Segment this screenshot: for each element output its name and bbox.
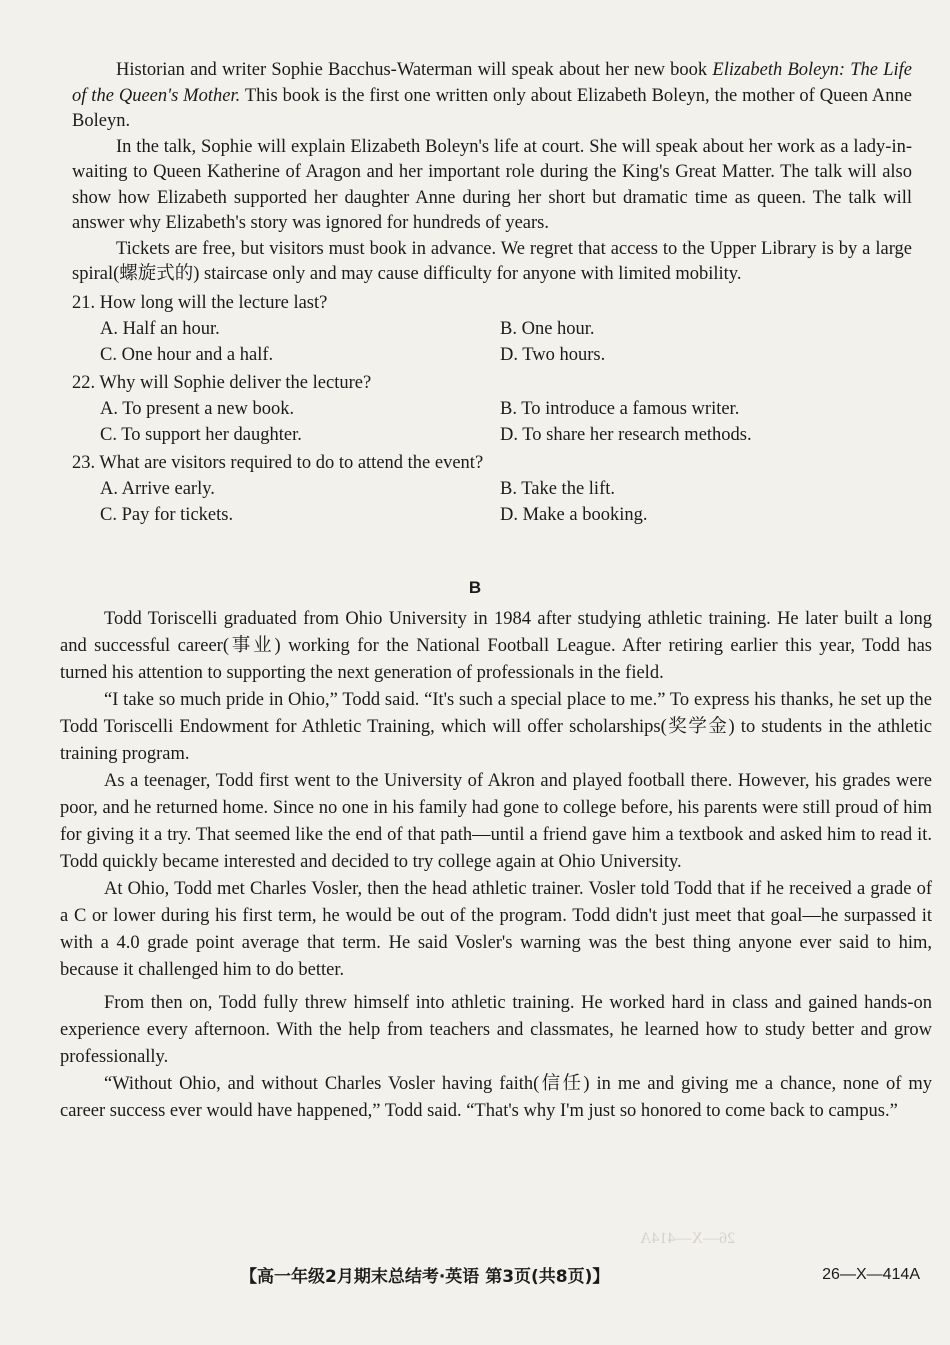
option-a: A. To present a new book. <box>100 398 295 419</box>
passage-a-paragraph-2: In the talk, Sophie will explain Elizabeth Boleyn's life at court. She will speak about her work as a lady-in-waiting to Queen Katherine of Aragon and her important role during the King's Great Matter. The talk will also show how Elizabeth supported her daughter Anne during her short but dramatic time as queen. The talk will answer why Elizabeth's story was ignored for hundreds of years. <box>72 136 912 233</box>
footer-exam-title: 【高一年级2月期末总结考·英语 第3页(共8页)】 <box>240 1267 610 1287</box>
option-c: C. One hour and a half. <box>100 344 274 365</box>
passage-b-paragraph-2: “I take so much pride in Ohio,” Todd said. “It's such a special place to me.” To express his thanks, he set up the Todd Toriscelli Endowment for Athletic Training, which will offer scholarships(奖学金) to students in the athletic training program. <box>60 690 932 764</box>
passage-b-paragraph-3: As a teenager, Todd first went to the University of Akron and played football there. However, his grades were poor, and he returned home. Since no one in his family had gone to college before, his parents were still proud of him for giving it a try. That seemed like the end of that path—until a friend gave him a textbook and asked him to read it. Todd quickly became interested and decided to try college again at Ohio University. <box>60 771 932 872</box>
book-title: Elizabeth Boleyn: The Life of the Queen's Mother. <box>72 60 912 106</box>
question-stem: 23. What are visitors required to do to attend the event? <box>72 452 484 473</box>
footer-paper-code: 26—X—414A <box>822 1266 920 1283</box>
option-b: B. Take the lift. <box>500 478 615 499</box>
passage-b-paragraph-4: At Ohio, Todd met Charles Vosler, then the head athletic trainer. Vosler told Todd that if he received a grade of a C or lower during his first term, he would be out of the program. Todd didn't just meet that goal—he surpassed it with a 4.0 grade point average that term. He said Vosler's warning was the best thing anyone ever said to him, because it challenged him to do better. <box>60 879 932 980</box>
option-b: B. One hour. <box>500 318 595 339</box>
question-stem: 21. How long will the lecture last? <box>72 292 328 313</box>
option-c: C. Pay for tickets. <box>100 504 234 525</box>
option-a: A. Arrive early. <box>100 478 215 499</box>
passage-b-paragraph-5: From then on, Todd fully threw himself into athletic training. He worked hard in class and gained hands-on experience every afternoon. With the help from teachers and classmates, he learned how to study better and grow professionally. <box>60 993 932 1067</box>
option-d: D. Two hours. <box>500 344 606 365</box>
option-d: D. Make a booking. <box>500 504 648 525</box>
passage-a-paragraph-1: Historian and writer Sophie Bacchus-Waterman will speak about her new book Elizabeth Boleyn: The Life of the Queen's Mother. This book is the first one written only about Elizabeth Boleyn, the mother of Queen Anne Boleyn. <box>72 60 912 131</box>
passage-b <box>60 606 932 1125</box>
option-d: D. To share her research methods. <box>500 424 752 445</box>
passage-a <box>72 58 912 528</box>
passage-b-paragraph-6: “Without Ohio, and without Charles Vosler having faith(信任) in me and giving me a chance, none of my career success ever would have happened,” Todd said. “That's why I'm just so honored to come back to campus.” <box>60 1074 932 1121</box>
question-21 <box>72 290 912 368</box>
option-b: B. To introduce a famous writer. <box>500 398 740 419</box>
option-a: A. Half an hour. <box>100 318 220 339</box>
option-c: C. To support her daughter. <box>100 424 302 445</box>
bleed-through-text: 26—X—414A <box>640 1230 736 1247</box>
section-b-label: B <box>468 578 482 597</box>
question-23 <box>72 450 912 528</box>
passage-a-paragraph-3: Tickets are free, but visitors must book in advance. We regret that access to the Upper Library is by a large spiral(螺旋式的) staircase only and may cause difficulty for anyone with limited mobility. <box>72 238 912 284</box>
page-footer <box>0 1262 950 1296</box>
question-22 <box>72 370 912 448</box>
passage-b-paragraph-1: Todd Toriscelli graduated from Ohio University in 1984 after studying athletic training. He later built a long and successful career(事业) working for the National Football League. After retiring earlier this year, Todd has turned his attention to supporting the next generation of professionals in the field. <box>60 609 932 683</box>
question-stem: 22. Why will Sophie deliver the lecture? <box>72 372 372 393</box>
